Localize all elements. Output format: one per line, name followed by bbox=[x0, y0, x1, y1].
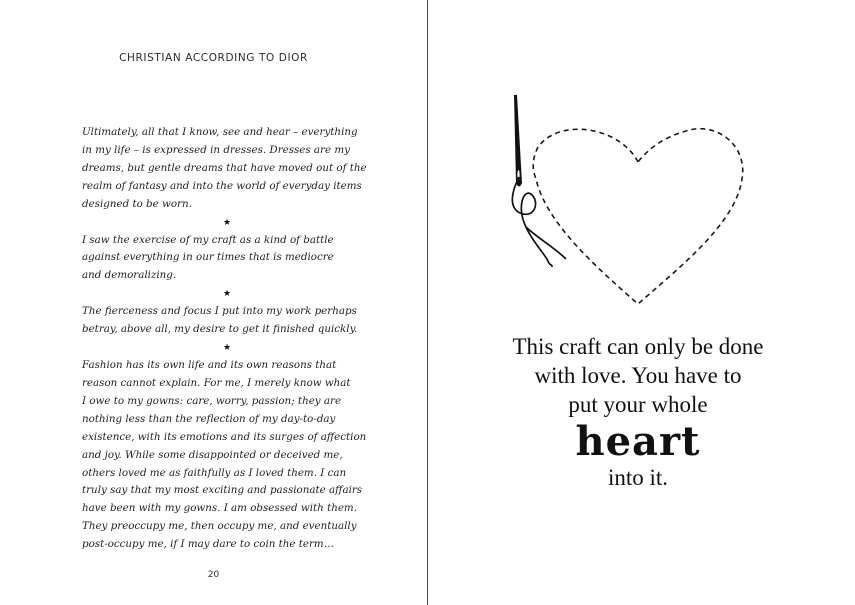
quote-line: and demoralizing. bbox=[82, 269, 177, 282]
thread-icon bbox=[512, 177, 552, 267]
star-separator: ★ bbox=[222, 343, 232, 354]
star-separator: ★ bbox=[222, 217, 232, 228]
pull-quote-emphasis: heart bbox=[575, 418, 701, 465]
quote-1 bbox=[82, 124, 372, 214]
quote-line: existence, with its emotions and its surges of affection bbox=[82, 430, 367, 443]
quote-line: I saw the exercise of my craft as a kind of battle bbox=[82, 233, 334, 246]
running-head: CHRISTIAN ACCORDING TO DIOR bbox=[119, 52, 308, 64]
quote-4 bbox=[82, 357, 372, 554]
quote-line: reason cannot explain. For me, I merely know what bbox=[82, 376, 351, 389]
pull-quote-line: This craft can only be done bbox=[512, 334, 764, 359]
quote-line: They preoccupy me, then occupy me, and eventually bbox=[82, 520, 357, 533]
pull-quote bbox=[478, 332, 798, 492]
left-page bbox=[0, 0, 427, 605]
quote-line: realm of fantasy and into the world of everyday items bbox=[82, 179, 362, 192]
quote-line: against everything in our times that is mediocre bbox=[82, 251, 334, 264]
quote-line: and joy. While some disappointed or deceived me, bbox=[82, 448, 343, 461]
needle-heart-illustration bbox=[508, 95, 770, 315]
quote-line: have been with my gowns. I am obsessed with them. bbox=[82, 502, 357, 515]
quote-line: Fashion has its own life and its own reasons that bbox=[82, 359, 337, 372]
page-number: 20 bbox=[207, 570, 220, 580]
pull-quote-line: put your whole bbox=[568, 392, 708, 417]
quote-3 bbox=[82, 303, 372, 339]
dashed-heart-icon bbox=[533, 129, 743, 304]
quote-line: truly say that my most exciting and passionate affairs bbox=[82, 484, 363, 497]
quote-line: in my life – is expressed in dresses. Dresses are my bbox=[82, 143, 350, 156]
pull-quote-line: with love. You have to bbox=[534, 363, 742, 388]
quote-2 bbox=[82, 232, 372, 286]
star-separator: ★ bbox=[222, 289, 232, 300]
quote-line: designed to be worn. bbox=[82, 197, 192, 210]
quote-line: I owe to my gowns: care, worry, passion; they are bbox=[82, 394, 342, 407]
quote-line: nothing less than the reflection of my day-to-day bbox=[82, 412, 336, 425]
quote-line: betray, above all, my desire to get it finished quickly. bbox=[82, 323, 358, 336]
pull-quote-line: into it. bbox=[607, 465, 669, 490]
quote-line: post-occupy me, if I may dare to coin the term… bbox=[82, 538, 334, 551]
quote-block bbox=[82, 124, 372, 554]
quote-line: Ultimately, all that I know, see and hear – everything bbox=[82, 126, 358, 138]
quote-line: The fierceness and focus I put into my work perhaps bbox=[82, 305, 357, 318]
quote-line: others loved me as faithfully as I loved them. I can bbox=[82, 466, 347, 479]
quote-line: dreams, but gentle dreams that have moved out of the bbox=[82, 161, 367, 174]
